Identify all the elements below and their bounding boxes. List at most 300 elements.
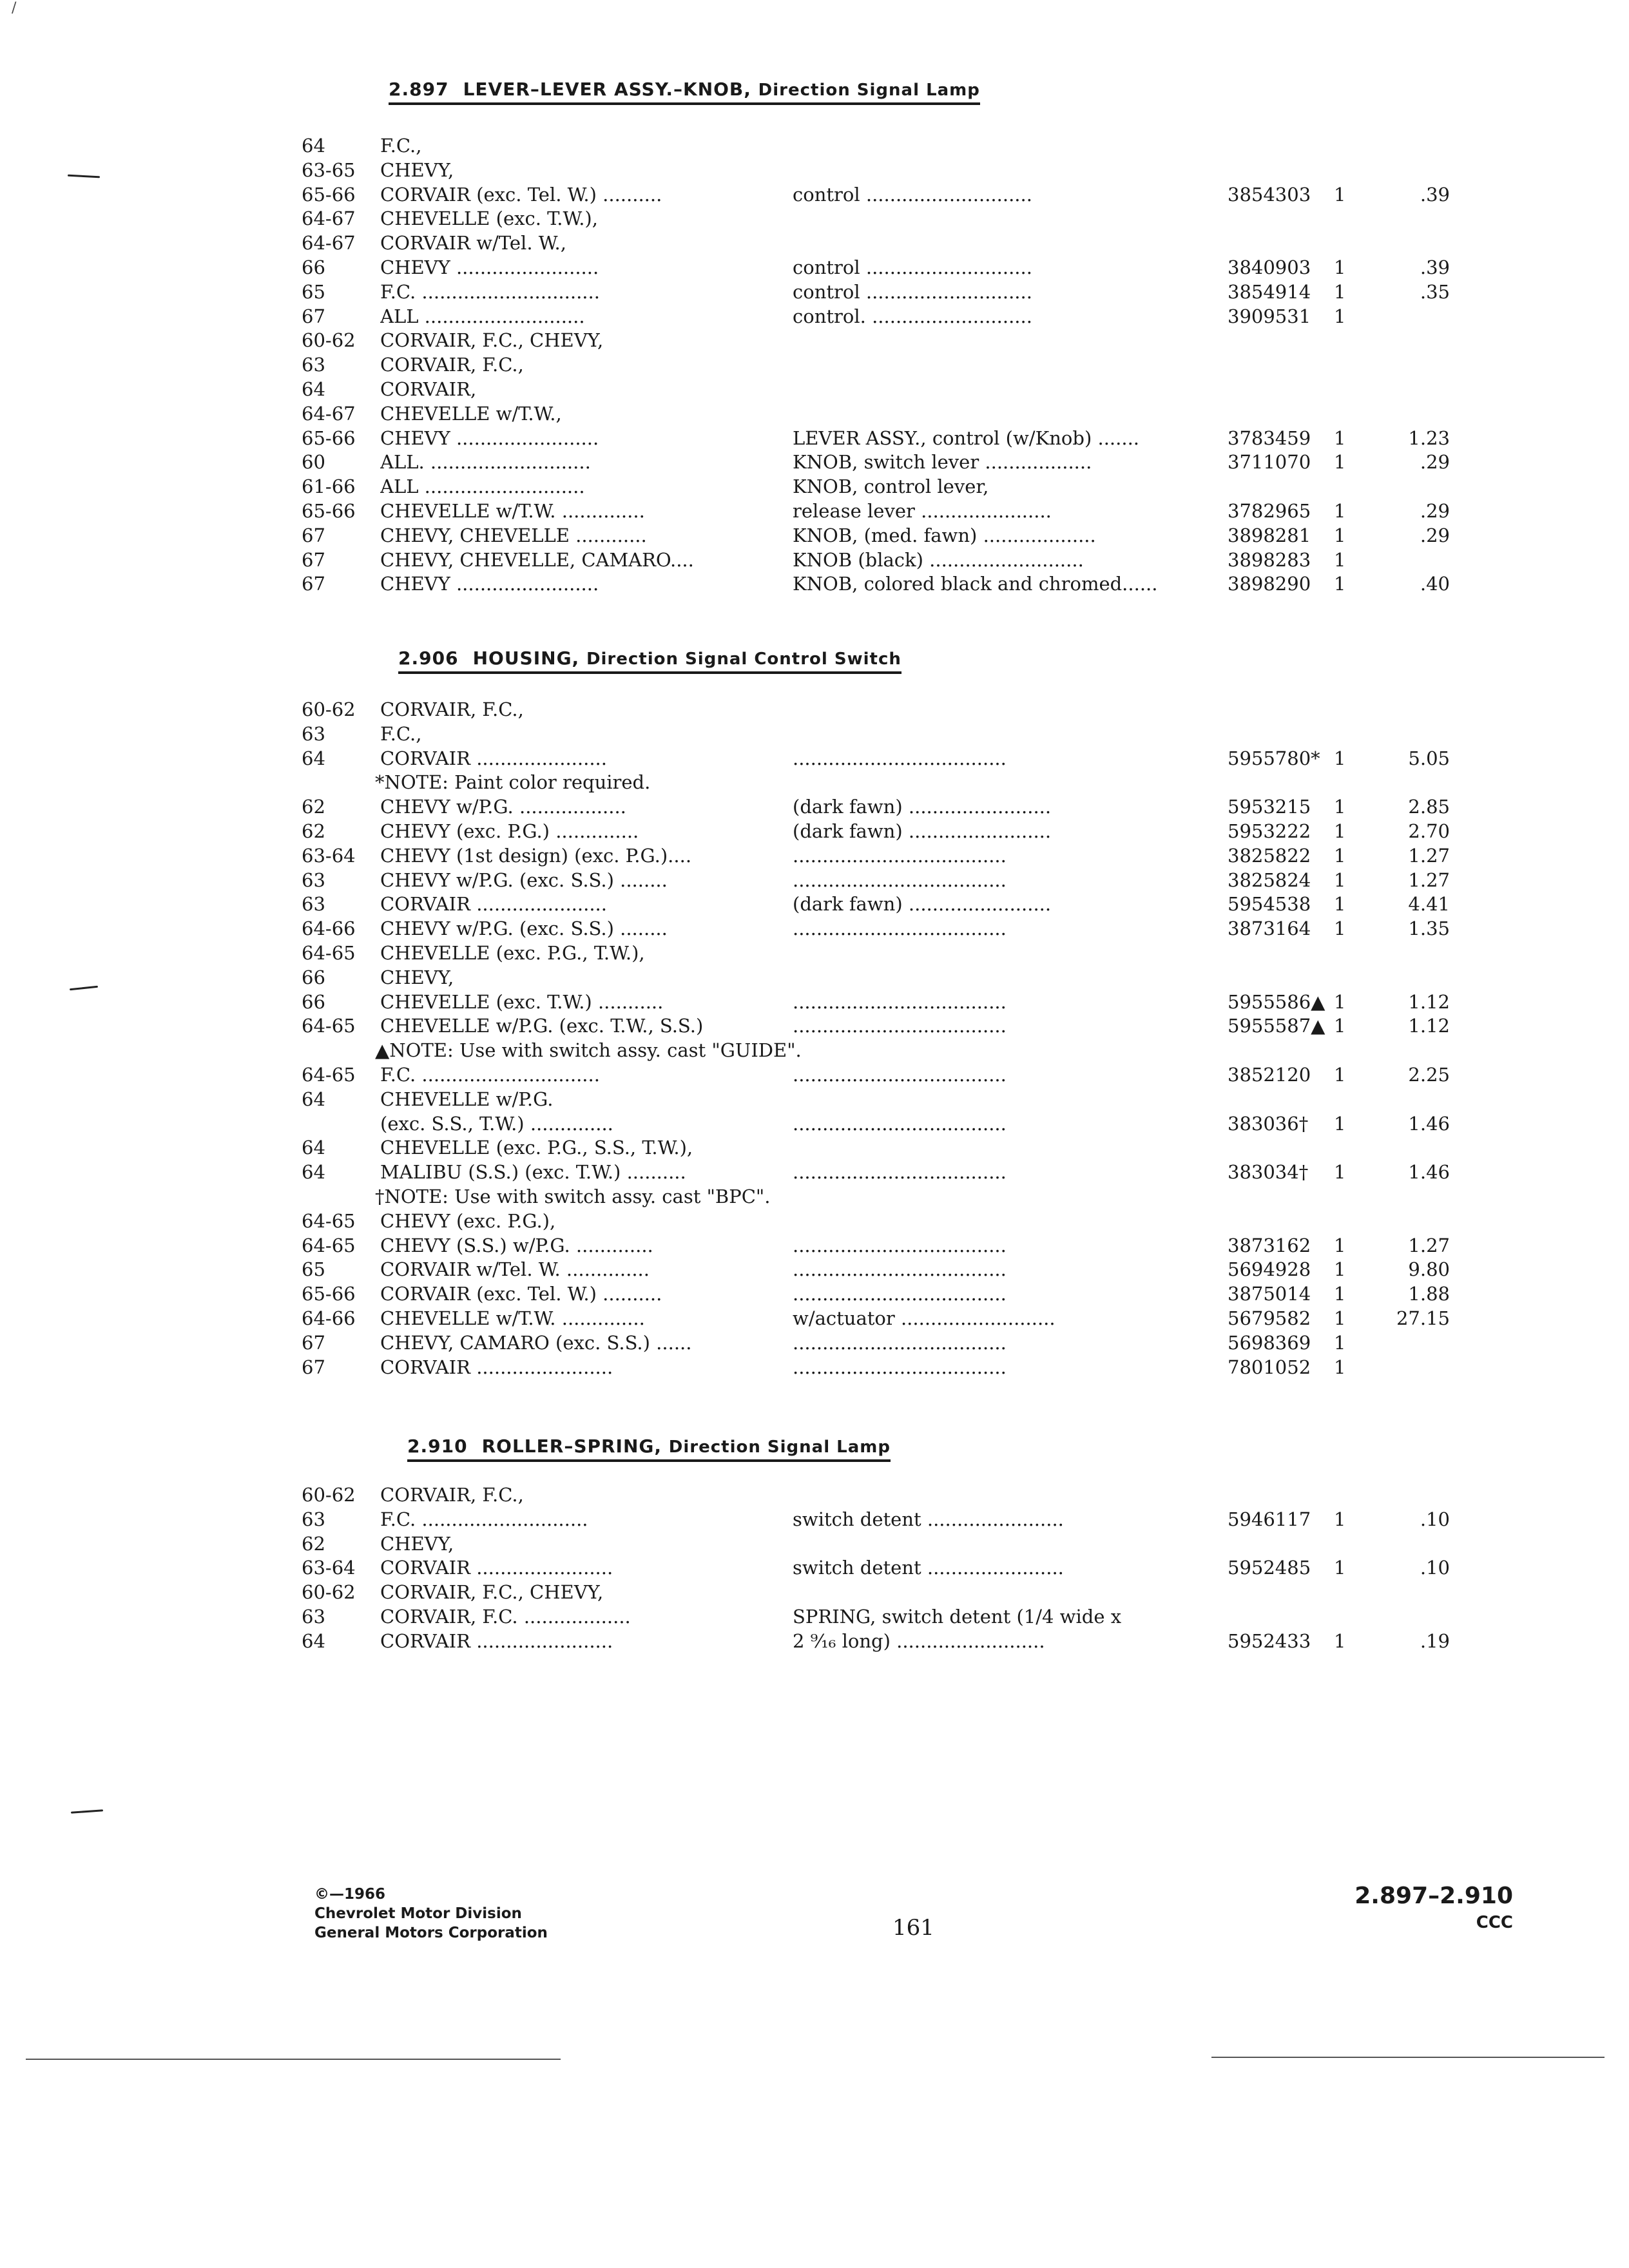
part-row (0, 524, 1629, 548)
part-row (0, 1088, 1629, 1112)
model-year: 65-66 (302, 183, 356, 206)
part-row (0, 207, 1629, 231)
part-number: 3909531 (1228, 305, 1311, 327)
part-description: (dark fawn) ........................ (793, 820, 1052, 842)
part-number: 3873162 (1228, 1234, 1311, 1256)
part-description: .................................... (793, 1234, 1007, 1256)
part-number: 5952433 (1228, 1629, 1311, 1652)
part-row (0, 1112, 1629, 1137)
model-year: 65 (302, 1258, 325, 1281)
vehicle-application: CHEVELLE w/T.W. .............. (380, 499, 645, 522)
part-row (0, 1532, 1629, 1557)
model-year: 67 (302, 548, 325, 571)
part-row (0, 966, 1629, 990)
price: 1.27 (1408, 844, 1450, 867)
model-year: 64 (302, 1161, 325, 1184)
section-heading (398, 648, 901, 674)
part-row (0, 892, 1629, 917)
note-row (0, 771, 1629, 795)
vehicle-application: CORVAIR ....................... (380, 1557, 613, 1579)
model-year: 64-66 (302, 918, 356, 940)
part-description: .................................... (793, 1063, 1007, 1086)
part-row (0, 1014, 1629, 1039)
price: 1.88 (1408, 1283, 1450, 1305)
quantity: 1 (1334, 1258, 1346, 1281)
part-row (0, 183, 1629, 207)
model-year: 64-65 (302, 1209, 356, 1232)
part-number: 3898281 (1228, 524, 1311, 546)
part-row (0, 499, 1629, 524)
part-row (0, 475, 1629, 499)
part-row (0, 256, 1629, 280)
vehicle-application: CHEVELLE w/T.W. .............. (380, 1307, 645, 1329)
part-description: KNOB, switch lever .................. (793, 451, 1092, 474)
model-year: 64-67 (302, 207, 356, 230)
part-description: .................................... (793, 747, 1007, 769)
model-year: 62 (302, 1532, 325, 1555)
model-year: 67 (302, 305, 325, 327)
vehicle-application: CORVAIR, F.C., CHEVY, (380, 1581, 604, 1604)
part-row (0, 572, 1629, 597)
quantity: 1 (1334, 183, 1346, 206)
vehicle-application: CORVAIR ....................... (380, 1356, 613, 1378)
vehicle-application: F.C. ............................ (380, 1508, 588, 1530)
parts-list (0, 1483, 1629, 1654)
section-number: 2.897 (389, 79, 449, 100)
price: 2.25 (1408, 1063, 1450, 1086)
vehicle-application: ALL. ........................... (380, 451, 591, 474)
note-row (0, 1039, 1629, 1063)
quantity: 1 (1334, 1508, 1346, 1530)
quantity: 1 (1334, 499, 1346, 522)
part-number: 383034† (1228, 1161, 1309, 1184)
quantity: 1 (1334, 1307, 1346, 1329)
part-number: 5694928 (1228, 1258, 1311, 1281)
vehicle-application: CHEVELLE w/P.G. (380, 1088, 554, 1110)
model-year: 67 (302, 524, 325, 546)
price: .29 (1420, 499, 1450, 522)
model-year: 65-66 (302, 427, 356, 449)
quantity: 1 (1334, 918, 1346, 940)
model-year: 64-65 (302, 1015, 356, 1037)
model-year: 64 (302, 747, 325, 769)
part-number: 5953222 (1228, 820, 1311, 842)
quantity: 1 (1334, 1356, 1346, 1378)
part-number: 7801052 (1228, 1356, 1311, 1378)
quantity: 1 (1334, 796, 1346, 818)
part-description: control. ........................... (793, 305, 1032, 327)
part-row (0, 990, 1629, 1015)
part-description: control ............................ (793, 256, 1032, 278)
vehicle-application: MALIBU (S.S.) (exc. T.W.) .......... (380, 1161, 686, 1184)
quantity: 1 (1334, 256, 1346, 278)
part-row (0, 795, 1629, 820)
section-title: HOUSING, (472, 648, 580, 669)
price: .10 (1420, 1557, 1450, 1579)
model-year: 65-66 (302, 1283, 356, 1305)
part-number: 3875014 (1228, 1283, 1311, 1305)
part-number: 5698369 (1228, 1331, 1311, 1354)
section-subtitle: Direction Signal Control Switch (586, 649, 901, 669)
model-year: 64 (302, 135, 325, 157)
part-row (0, 1331, 1629, 1356)
part-row (0, 1063, 1629, 1088)
model-year: 63-64 (302, 844, 356, 867)
model-year: 60-62 (302, 1581, 356, 1604)
model-year: 67 (302, 573, 325, 595)
vehicle-application: CORVAIR w/Tel. W. .............. (380, 1258, 650, 1281)
price: .39 (1420, 256, 1450, 278)
model-year: 63 (302, 869, 325, 891)
vehicle-application: CHEVELLE w/P.G. (exc. T.W., S.S.) (380, 1015, 704, 1037)
vehicle-application: CHEVELLE (exc. P.G., S.S., T.W.), (380, 1137, 693, 1159)
model-year: 64 (302, 1629, 325, 1652)
part-row (0, 844, 1629, 869)
price: 1.12 (1408, 1015, 1450, 1037)
part-number: 3854303 (1228, 183, 1311, 206)
part-number: 3825824 (1228, 869, 1311, 891)
quantity: 1 (1334, 893, 1346, 916)
section-title: LEVER–LEVER ASSY.–KNOB, (463, 79, 751, 100)
model-year: 65-66 (302, 499, 356, 522)
quantity: 1 (1334, 1063, 1346, 1086)
part-number: 5946117 (1228, 1508, 1311, 1530)
part-row (0, 159, 1629, 183)
part-row (0, 1307, 1629, 1331)
model-year: 63 (302, 354, 325, 376)
section-title: ROLLER–SPRING, (481, 1436, 662, 1457)
model-year: 67 (302, 1356, 325, 1378)
vehicle-application: CHEVY (S.S.) w/P.G. ............. (380, 1234, 653, 1256)
price: .29 (1420, 524, 1450, 546)
part-row (0, 1258, 1629, 1282)
quantity: 1 (1334, 1234, 1346, 1256)
model-year: 64 (302, 378, 325, 400)
part-number: 5679582 (1228, 1307, 1311, 1329)
part-number: 5955586▲ (1228, 990, 1325, 1013)
part-number: 3711070 (1228, 451, 1311, 474)
part-description: .................................... (793, 1331, 1007, 1354)
quantity: 1 (1334, 1015, 1346, 1037)
vehicle-application: F.C. .............................. (380, 280, 600, 303)
vehicle-application: CORVAIR w/Tel. W., (380, 232, 566, 255)
model-year: 60 (302, 451, 325, 474)
model-year: 63 (302, 1605, 325, 1628)
part-number: 383036† (1228, 1112, 1309, 1135)
section-heading (407, 1436, 891, 1462)
vehicle-application: CHEVY, CAMARO (exc. S.S.) ...... (380, 1331, 692, 1354)
scan-mark: / (12, 0, 17, 16)
price: .29 (1420, 451, 1450, 474)
parts-list (0, 698, 1629, 1379)
part-row (0, 820, 1629, 844)
quantity: 1 (1334, 427, 1346, 449)
model-year: 64-66 (302, 1307, 356, 1329)
price: 1.23 (1408, 427, 1450, 449)
catalog-code: CCC (1476, 1913, 1513, 1932)
model-year: 60-62 (302, 1484, 356, 1506)
part-description: KNOB, (med. fawn) ................... (793, 524, 1096, 546)
model-year: 63 (302, 893, 325, 916)
price: 27.15 (1396, 1307, 1450, 1329)
quantity: 1 (1334, 280, 1346, 303)
part-row (0, 747, 1629, 771)
note-text: *NOTE: Paint color required. (375, 771, 651, 794)
model-year: 61-66 (302, 476, 356, 498)
page-reference (1354, 1883, 1513, 1932)
price: .10 (1420, 1508, 1450, 1530)
price: 1.35 (1408, 918, 1450, 940)
vehicle-application: CORVAIR (exc. Tel. W.) .......... (380, 1283, 662, 1305)
vehicle-application: F.C. .............................. (380, 1063, 600, 1086)
part-description: release lever ...................... (793, 499, 1052, 522)
part-description: KNOB, colored black and chromed...... (793, 573, 1158, 595)
part-row (0, 402, 1629, 427)
part-description: w/actuator .......................... (793, 1307, 1055, 1329)
part-description: LEVER ASSY., control (w/Knob) ....... (793, 427, 1140, 449)
quantity: 1 (1334, 451, 1346, 474)
publisher-block (314, 1885, 548, 1943)
part-description: .................................... (793, 1161, 1007, 1184)
part-row (0, 353, 1629, 378)
group-range: 2.897–2.910 (1354, 1883, 1513, 1909)
vehicle-application: CHEVY w/P.G. (exc. S.S.) ........ (380, 918, 668, 940)
part-number: 3825822 (1228, 844, 1311, 867)
part-description: control ............................ (793, 183, 1032, 206)
part-row (0, 280, 1629, 305)
price: 2.70 (1408, 820, 1450, 842)
part-description: .................................... (793, 1356, 1007, 1378)
price: .39 (1420, 183, 1450, 206)
part-number: 3854914 (1228, 280, 1311, 303)
part-number: 3898283 (1228, 548, 1311, 571)
quantity: 1 (1334, 1557, 1346, 1579)
price: 1.46 (1408, 1112, 1450, 1135)
model-year: 64-65 (302, 1063, 356, 1086)
model-year: 65 (302, 280, 325, 303)
part-description: switch detent ....................... (793, 1557, 1064, 1579)
model-year: 66 (302, 990, 325, 1013)
vehicle-application: CHEVY, (380, 159, 454, 181)
part-row (0, 1508, 1629, 1532)
quantity: 1 (1334, 1112, 1346, 1135)
price: 1.27 (1408, 869, 1450, 891)
model-year: 66 (302, 966, 325, 988)
part-row (0, 1556, 1629, 1581)
vehicle-application: CORVAIR, F.C. .................. (380, 1605, 631, 1628)
part-number: 3840903 (1228, 256, 1311, 278)
part-description: .................................... (793, 1112, 1007, 1135)
quantity: 1 (1334, 747, 1346, 769)
page-number: 161 (892, 1915, 934, 1941)
quantity: 1 (1334, 990, 1346, 1013)
vehicle-application: ALL ........................... (380, 476, 585, 498)
quantity: 1 (1334, 869, 1346, 891)
quantity: 1 (1334, 1283, 1346, 1305)
quantity: 1 (1334, 524, 1346, 546)
price: 1.12 (1408, 990, 1450, 1013)
vehicle-application: (exc. S.S., T.W.) .............. (380, 1112, 613, 1135)
part-description: 2 ⁹⁄₁₆ long) ......................... (793, 1629, 1045, 1652)
vehicle-application: CHEVY ........................ (380, 256, 599, 278)
model-year: 64-67 (302, 402, 356, 425)
quantity: 1 (1334, 1331, 1346, 1354)
model-year: 60-62 (302, 329, 356, 352)
model-year: 64-67 (302, 232, 356, 255)
quantity: 1 (1334, 1629, 1346, 1652)
vehicle-application: CHEVY (1st design) (exc. P.G.).... (380, 844, 692, 867)
note-text: †NOTE: Use with switch assy. cast "BPC". (375, 1185, 771, 1207)
vehicle-application: F.C., (380, 135, 422, 157)
part-row (0, 450, 1629, 475)
vehicle-application: CHEVELLE w/T.W., (380, 402, 562, 425)
model-year: 64 (302, 1088, 325, 1110)
price: 1.46 (1408, 1161, 1450, 1184)
margin-mark (71, 1809, 103, 1813)
quantity: 1 (1334, 844, 1346, 867)
note-text: ▲NOTE: Use with switch assy. cast "GUIDE". (375, 1039, 802, 1062)
part-row (0, 1160, 1629, 1185)
section-subtitle: Direction Signal Lamp (668, 1437, 891, 1457)
price: 9.80 (1408, 1258, 1450, 1281)
vehicle-application: CHEVY (exc. P.G.), (380, 1209, 556, 1232)
part-description: .................................... (793, 990, 1007, 1013)
price: 5.05 (1408, 747, 1450, 769)
vehicle-application: CHEVY, (380, 1532, 454, 1555)
part-row (0, 231, 1629, 256)
vehicle-application: CHEVELLE (exc. T.W.) ........... (380, 990, 664, 1013)
vehicle-application: CHEVY w/P.G. (exc. S.S.) ........ (380, 869, 668, 891)
part-row (0, 1209, 1629, 1234)
part-number: 3873164 (1228, 918, 1311, 940)
price: 4.41 (1408, 893, 1450, 916)
part-description: .................................... (793, 918, 1007, 940)
part-number: 5955780* (1228, 747, 1320, 769)
note-row (0, 1185, 1629, 1209)
price: 1.27 (1408, 1234, 1450, 1256)
part-number: 3852120 (1228, 1063, 1311, 1086)
part-description: .................................... (793, 844, 1007, 867)
part-row (0, 134, 1629, 159)
part-description: .................................... (793, 869, 1007, 891)
section-number: 2.910 (407, 1436, 468, 1457)
division-name: Chevrolet Motor Division (314, 1905, 522, 1922)
part-description: control ............................ (793, 280, 1032, 303)
model-year: 64 (302, 1137, 325, 1159)
model-year: 64-65 (302, 1234, 356, 1256)
part-row (0, 1356, 1629, 1380)
vehicle-application: CORVAIR, (380, 378, 477, 400)
part-number: 5953215 (1228, 796, 1311, 818)
quantity: 1 (1334, 820, 1346, 842)
section-heading (389, 79, 980, 105)
part-number: 3782965 (1228, 499, 1311, 522)
vehicle-application: CORVAIR ...................... (380, 893, 607, 916)
part-description: KNOB (black) .......................... (793, 548, 1084, 571)
part-row (0, 548, 1629, 573)
part-number: 3783459 (1228, 427, 1311, 449)
part-row (0, 869, 1629, 893)
model-year: 64-65 (302, 941, 356, 964)
quantity: 1 (1334, 573, 1346, 595)
vehicle-application: ALL ........................... (380, 305, 585, 327)
price: .35 (1420, 280, 1450, 303)
price: 2.85 (1408, 796, 1450, 818)
quantity: 1 (1334, 305, 1346, 327)
vehicle-application: CHEVY w/P.G. .................. (380, 796, 626, 818)
vehicle-application: CORVAIR, F.C., CHEVY, (380, 329, 604, 352)
vehicle-application: CHEVY (exc. P.G.) .............. (380, 820, 639, 842)
model-year: 60-62 (302, 698, 356, 720)
vehicle-application: CHEVY, (380, 966, 454, 988)
part-row (0, 917, 1629, 941)
vehicle-application: CHEVY ........................ (380, 573, 599, 595)
quantity: 1 (1334, 1161, 1346, 1184)
part-description: switch detent ....................... (793, 1508, 1064, 1530)
part-row (0, 941, 1629, 966)
vehicle-application: CORVAIR, F.C., (380, 1484, 524, 1506)
part-number: 5952485 (1228, 1557, 1311, 1579)
quantity: 1 (1334, 548, 1346, 571)
part-description: KNOB, control lever, (793, 476, 989, 498)
part-row (0, 427, 1629, 451)
part-row (0, 698, 1629, 722)
part-row (0, 1629, 1629, 1654)
part-number: 3898290 (1228, 573, 1311, 595)
part-description: .................................... (793, 1015, 1007, 1037)
part-row (0, 378, 1629, 402)
vehicle-application: CORVAIR ....................... (380, 1629, 613, 1652)
bottom-rule (1211, 2057, 1605, 2058)
model-year: 63-64 (302, 1557, 356, 1579)
part-row (0, 722, 1629, 747)
model-year: 67 (302, 1331, 325, 1354)
part-row (0, 1136, 1629, 1160)
part-description: .................................... (793, 1283, 1007, 1305)
vehicle-application: CHEVELLE (exc. P.G., T.W.), (380, 941, 645, 964)
part-row (0, 1282, 1629, 1307)
part-row (0, 1605, 1629, 1629)
part-description: SPRING, switch detent (1/4 wide x (793, 1605, 1122, 1628)
model-year: 63 (302, 1508, 325, 1530)
model-year: 62 (302, 820, 325, 842)
part-number: 5955587▲ (1228, 1015, 1325, 1037)
part-row (0, 305, 1629, 329)
part-row (0, 1483, 1629, 1508)
corporation-name: General Motors Corporation (314, 1925, 548, 1941)
copyright: ©—1966 (314, 1886, 386, 1903)
vehicle-application: CHEVY, CHEVELLE ............ (380, 524, 647, 546)
vehicle-application: CORVAIR, F.C., (380, 698, 524, 720)
part-number: 5954538 (1228, 893, 1311, 916)
model-year: 63 (302, 722, 325, 745)
section-subtitle: Direction Signal Lamp (758, 81, 980, 100)
section-number: 2.906 (398, 648, 459, 669)
part-row (0, 329, 1629, 353)
bottom-rule (26, 2059, 561, 2060)
model-year: 66 (302, 256, 325, 278)
part-description: (dark fawn) ........................ (793, 893, 1052, 916)
price: .19 (1420, 1629, 1450, 1652)
vehicle-application: CHEVELLE (exc. T.W.), (380, 207, 598, 230)
vehicle-application: CHEVY ........................ (380, 427, 599, 449)
vehicle-application: CORVAIR (exc. Tel. W.) .......... (380, 183, 662, 206)
price: .40 (1420, 573, 1450, 595)
parts-list (0, 134, 1629, 597)
vehicle-application: F.C., (380, 722, 422, 745)
part-row (0, 1234, 1629, 1258)
vehicle-application: CHEVY, CHEVELLE, CAMARO.... (380, 548, 694, 571)
